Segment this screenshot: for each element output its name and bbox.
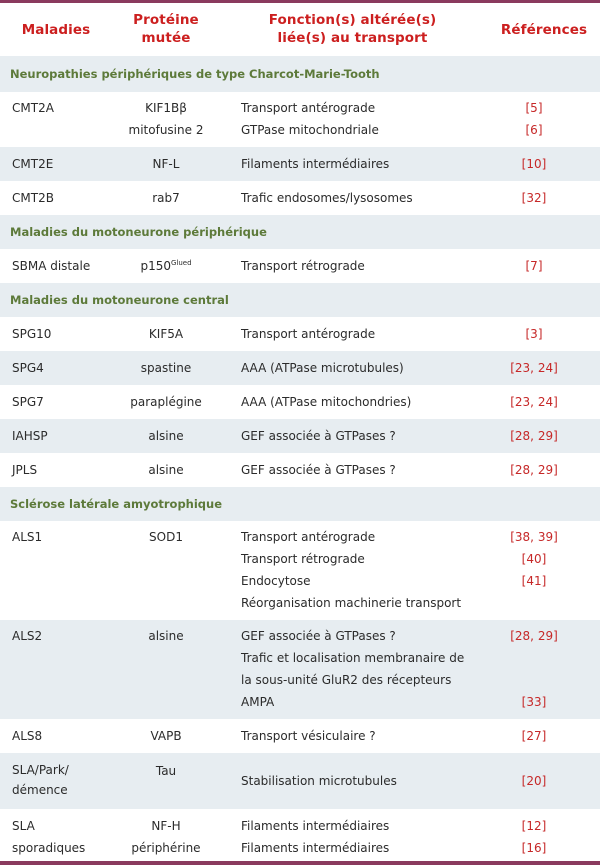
function-cell: Transport antérograde — [241, 327, 376, 341]
reference-cell: [23, 24] — [510, 361, 558, 375]
function-cell: Transport antérograde GTPase mitochondriale — [241, 101, 379, 137]
reference-cell: [28, 29] — [510, 463, 558, 477]
protein-cell: NF-H périphérine — [131, 819, 201, 855]
header-references: Références — [500, 22, 588, 38]
reference-cell: [32] — [521, 191, 547, 205]
function-cell: Filaments intermédiaires Filaments intermédiaires — [241, 819, 390, 855]
protein-cell: spastine — [140, 361, 192, 375]
protein-cell: alsine — [148, 629, 184, 643]
function-cell: Transport rétrograde — [241, 259, 365, 273]
function-cell: Transport vésiculaire ? — [241, 729, 376, 743]
table-row — [0, 419, 600, 453]
protein-cell: KIF5A — [148, 327, 184, 341]
function-cell: GEF associée à GTPases ? — [241, 463, 396, 477]
protein-cell: Tau — [155, 764, 177, 778]
reference-cell: [3] — [525, 327, 543, 341]
function-cell: Filaments intermédiaires — [241, 157, 390, 171]
disease-cell: IAHSP — [12, 429, 48, 443]
header-proteine: Protéine mutée — [133, 12, 199, 46]
protein-cell: SOD1 — [149, 530, 183, 544]
bottom-border — [0, 861, 600, 865]
disease-cell: CMT2E — [12, 157, 54, 171]
disease-cell: SBMA distale — [12, 259, 91, 273]
section-sla: Sclérose latérale amyotrophique — [0, 487, 600, 521]
function-cell: Stabilisation microtubules — [241, 774, 397, 788]
reference-cell: [12] [16] — [521, 819, 547, 855]
disease-cell: ALS8 — [12, 729, 43, 743]
reference-cell: [20] — [521, 774, 547, 788]
function-cell: GEF associée à GTPases ? — [241, 429, 396, 443]
section-cmt: Neuropathies périphériques de type Charcot-Marie-Tooth — [0, 56, 600, 92]
protein-cell: KIF1Bβ mitofusine 2 — [128, 101, 204, 137]
table-row — [0, 317, 600, 351]
table-row — [0, 147, 600, 181]
disease-cell: JPLS — [12, 463, 38, 477]
table-row — [0, 453, 600, 487]
table-row — [0, 351, 600, 385]
reference-cell: [23, 24] — [510, 395, 558, 409]
disease-cell: SPG4 — [12, 361, 44, 375]
disease-cell: ALS2 — [12, 629, 43, 643]
disease-cell: SLA sporadiques — [12, 819, 86, 855]
reference-cell: [10] — [521, 157, 547, 171]
function-cell: AAA (ATPase microtubules) — [241, 361, 404, 375]
protein-cell: alsine — [148, 463, 184, 477]
protein-cell: alsine — [148, 429, 184, 443]
disease-cell: CMT2A — [12, 101, 54, 115]
protein-cell: VAPB — [150, 729, 182, 743]
table-header — [0, 3, 600, 56]
disease-cell: ALS1 — [12, 530, 43, 544]
function-cell: AAA (ATPase mitochondries) — [241, 395, 412, 409]
reference-cell: [7] — [525, 259, 543, 273]
reference-cell: [28, 29] [33] — [510, 629, 558, 709]
header-maladies: Maladies — [21, 22, 91, 38]
disease-cell: CMT2B — [12, 191, 54, 205]
protein-cell: NF-L — [152, 157, 180, 171]
table-row — [0, 92, 600, 147]
function-cell: GEF associée à GTPases ? Trafic et localisation membranaire de la sous-unité GluR2 des récepteurs AMPA — [241, 629, 465, 709]
disease-cell: SLA/Park/ démence — [12, 763, 69, 797]
protein-cell: paraplégine — [130, 395, 202, 409]
function-cell: Transport antérograde Transport rétrograde Endocytose Réorganisation machinerie transport — [241, 530, 462, 610]
reference-cell: [5] [6] — [525, 101, 543, 137]
function-cell: Trafic endosomes/lysosomes — [241, 191, 413, 205]
section-motoneurone-peripherique: Maladies du motoneurone périphérique — [0, 215, 600, 249]
table-row — [0, 249, 600, 283]
header-fonction: Fonction(s) altérée(s) liée(s) au transport — [268, 12, 437, 46]
table-row — [0, 809, 600, 861]
table-row — [0, 620, 600, 719]
protein-cell: $p150^{Glued}$ — [140, 259, 192, 273]
table-row — [0, 521, 600, 620]
reference-cell: [27] — [521, 729, 547, 743]
reference-cell: [38, 39] [40] [41] — [510, 530, 558, 588]
table-row — [0, 719, 600, 753]
section-motoneurone-central: Maladies du motoneurone central — [0, 283, 600, 317]
table-row — [0, 753, 600, 809]
table-row — [0, 181, 600, 215]
reference-cell: [28, 29] — [510, 429, 558, 443]
protein-cell: rab7 — [152, 191, 180, 205]
disease-cell: SPG7 — [12, 395, 44, 409]
disease-cell: SPG10 — [12, 327, 52, 341]
table-row — [0, 385, 600, 419]
